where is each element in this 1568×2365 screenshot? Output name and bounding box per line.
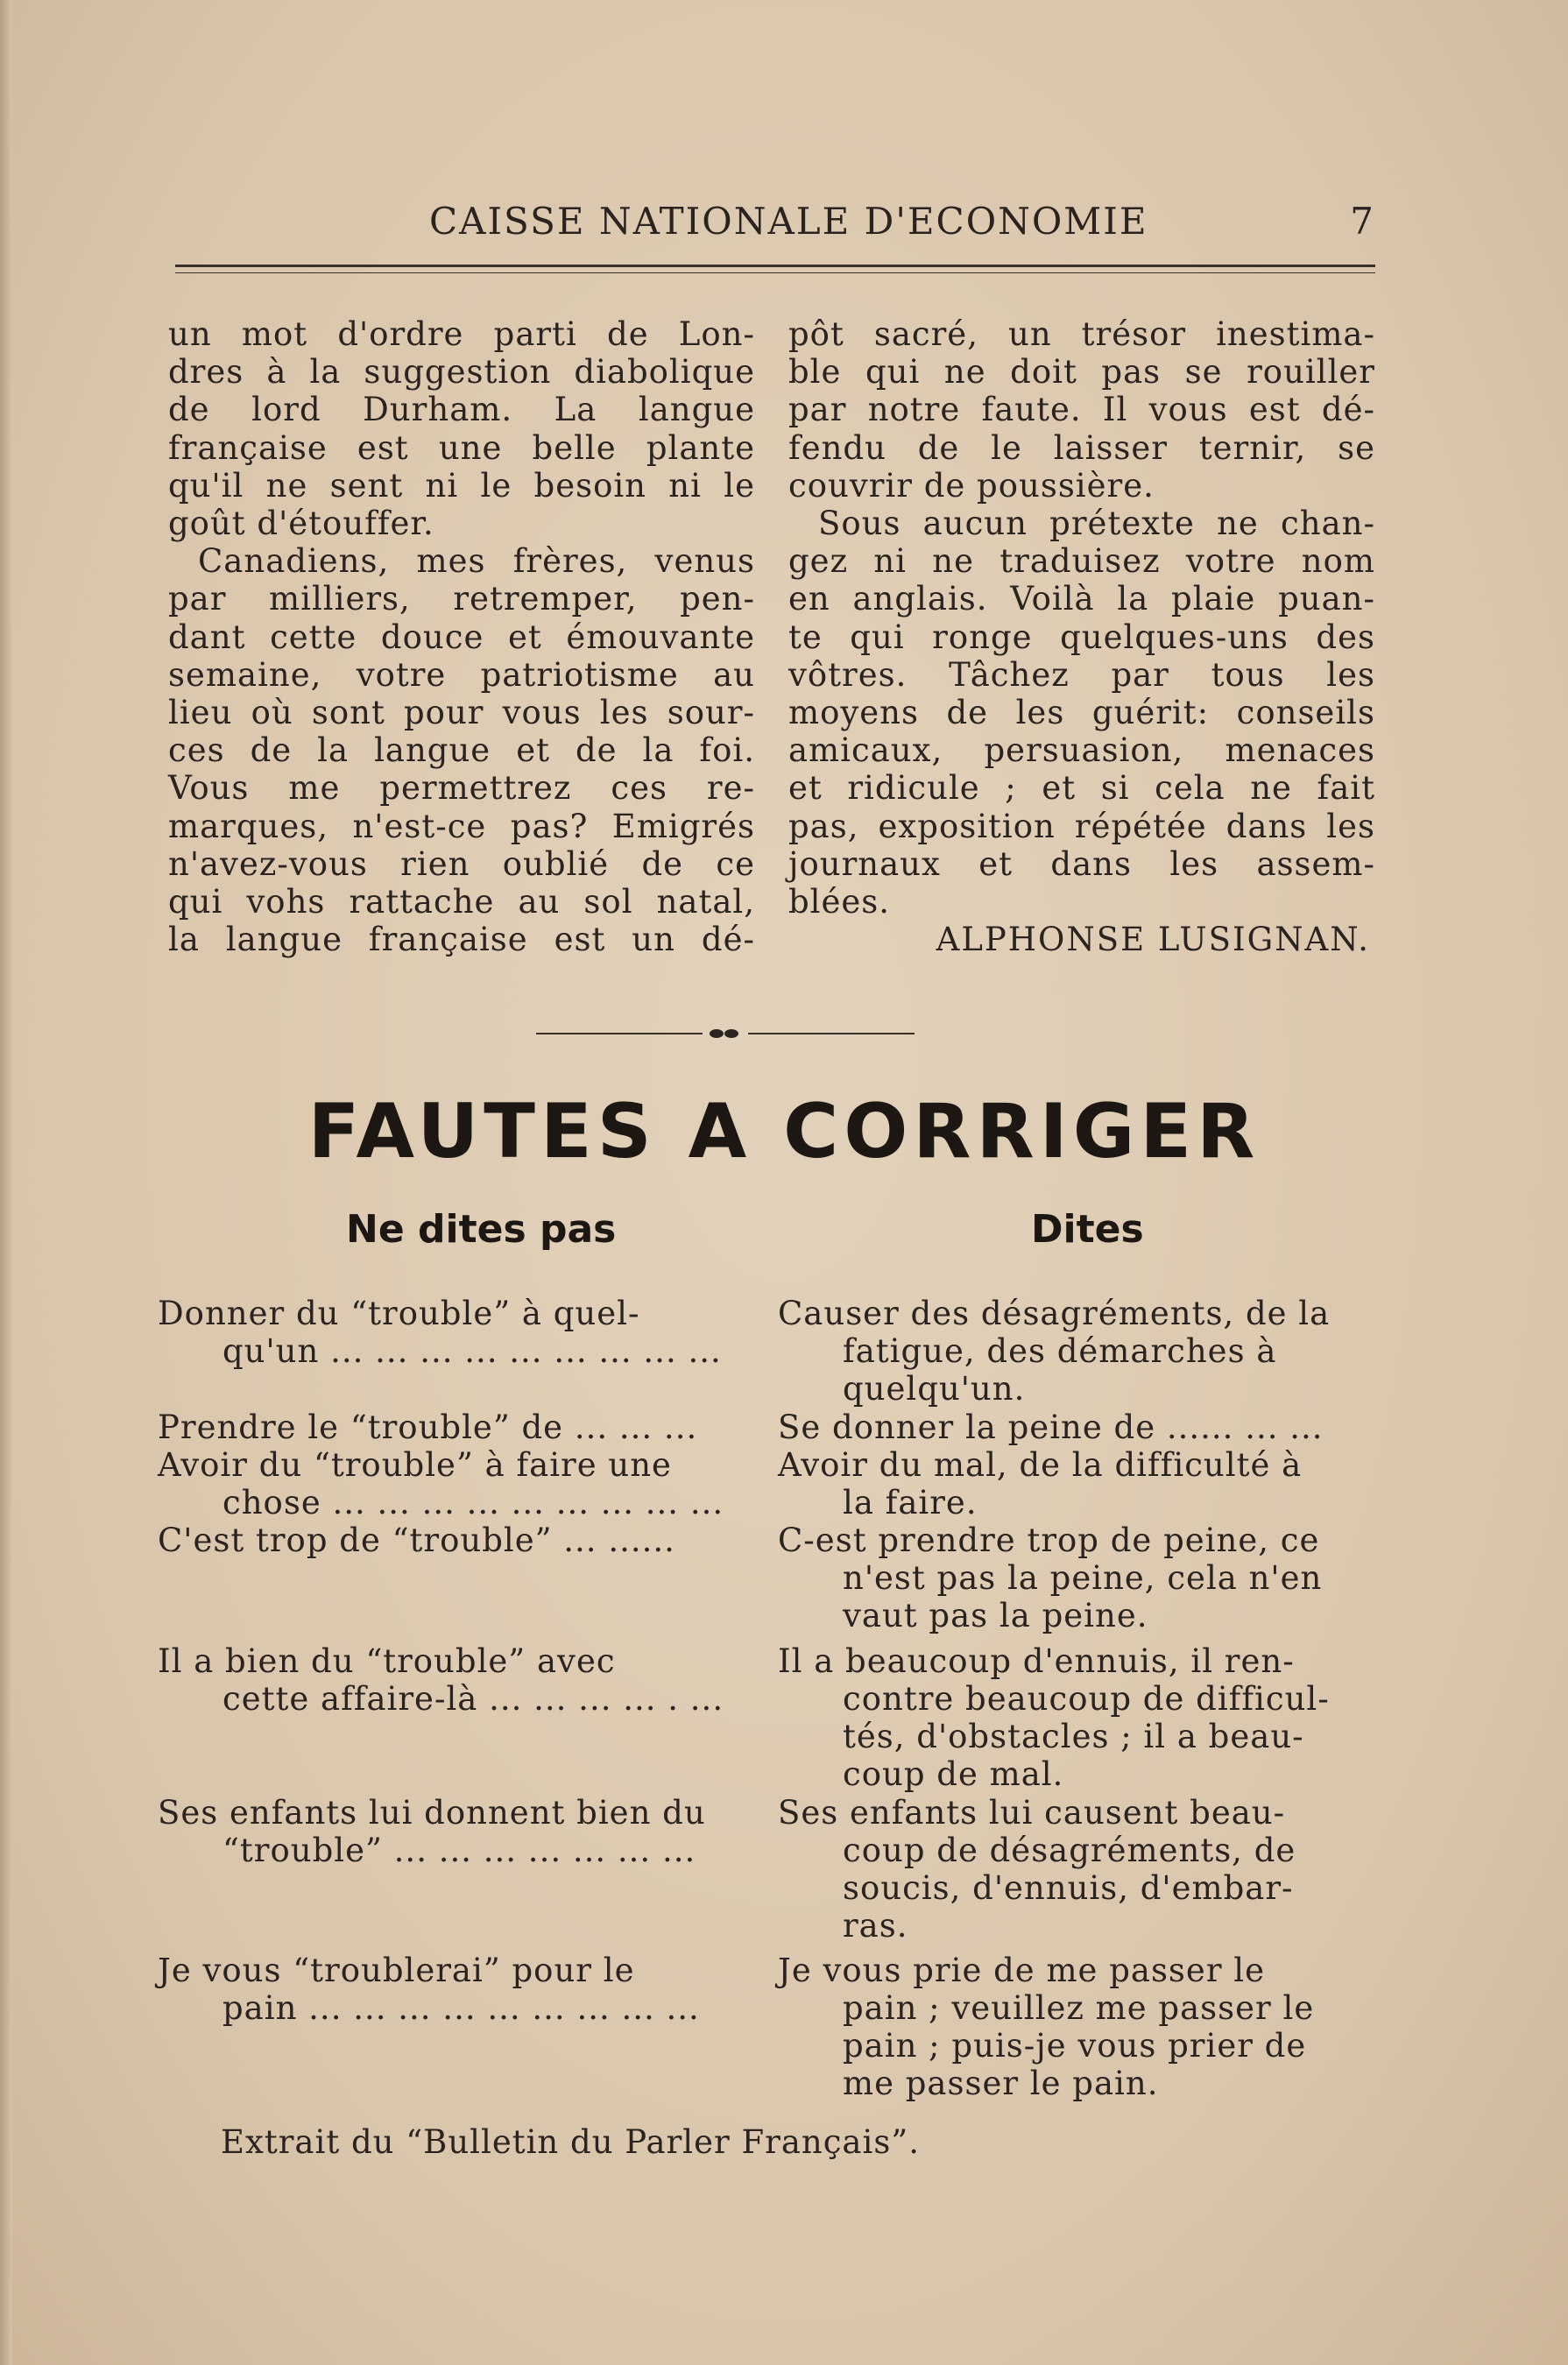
page-edge — [0, 0, 12, 2365]
entry-line: C-est prendre trop de peine, ce — [778, 1521, 1320, 1559]
text-line: qu'il ne sent ni le besoin ni le — [168, 466, 755, 505]
section-title: FAUTES A CORRIGER — [307, 1088, 1261, 1175]
text-line: et ridicule ; et si cela ne fait — [788, 769, 1375, 808]
entry-line: Ses enfants lui causent beau- — [778, 1794, 1286, 1832]
entry-line: coup de mal. — [843, 1755, 1064, 1793]
text-line: dant cette douce et émouvante — [168, 618, 755, 656]
text-line: en anglais. Voilà la plaie puan- — [788, 580, 1375, 618]
text-line: par milliers, retremper, pen- — [168, 580, 755, 618]
entry-line: Se donner la peine de ...... ... ... — [778, 1408, 1324, 1446]
text-line: goût d'étouffer. — [168, 505, 434, 543]
entry-line: “trouble” ... ... ... ... ... ... ... — [222, 1832, 696, 1869]
entry-line: soucis, d'ennuis, d'embar- — [843, 1869, 1294, 1907]
entry-line: pain ; veuillez me passer le — [843, 1989, 1315, 2027]
wrong-entry — [158, 1794, 753, 1869]
entry-line: chose ... ... ... ... ... ... ... ... ... — [222, 1484, 724, 1521]
entry-line: C'est trop de “trouble” ... ...... — [158, 1521, 675, 1559]
entry-line: la faire. — [843, 1484, 978, 1521]
entry-line: pain ... ... ... ... ... ... ... ... ... — [222, 1989, 700, 2027]
column-header-right: Dites — [1031, 1207, 1144, 1252]
text-line: par notre faute. Il vous est dé- — [788, 391, 1375, 429]
source-credit: Extrait du “Bulletin du Parler Français”. — [221, 2123, 920, 2161]
left-text-column — [168, 315, 755, 958]
text-line: couvrir de poussière. — [788, 466, 1155, 505]
text-line: moyens de les guérit: conseils — [788, 694, 1375, 732]
entry-line: qu'un ... ... ... ... ... ... ... ... ... — [222, 1332, 722, 1370]
wrong-entry — [158, 1408, 753, 1446]
text-line: qui vohs rattache au sol natal, — [168, 883, 755, 921]
text-line: n'avez-vous rien oublié de ce — [168, 844, 755, 883]
text-line: semaine, votre patriotisme au — [168, 655, 755, 694]
text-line: fendu de le laisser ternir, se — [788, 428, 1375, 467]
text-line: Canadiens, mes frères, venus — [198, 542, 755, 581]
ornamental-divider — [536, 1025, 915, 1042]
header-rule — [175, 265, 1375, 267]
text-line: amicaux, persuasion, menaces — [788, 731, 1375, 770]
correct-entry — [778, 1952, 1374, 2102]
page-number: 7 — [1350, 200, 1375, 243]
entry-line: vaut pas la peine. — [843, 1597, 1148, 1634]
entry-line: Je vous “troublerai” pour le — [158, 1952, 635, 1989]
text-line: ces de la langue et de la foi. — [168, 731, 755, 770]
entry-line: fatigue, des démarches à — [843, 1332, 1277, 1370]
right-text-column — [788, 315, 1375, 958]
entry-line: ras. — [843, 1907, 908, 1945]
entry-line: Causer des désagréments, de la — [778, 1295, 1331, 1332]
text-line: lieu où sont pour vous les sour- — [168, 694, 755, 732]
entry-line: Avoir du “trouble” à faire une — [158, 1446, 672, 1484]
entry-line: Avoir du mal, de la difficulté à — [778, 1446, 1303, 1484]
text-line: de lord Durham. La langue — [168, 391, 755, 429]
wrong-entry — [158, 1952, 753, 2027]
text-line: journaux et dans les assem- — [788, 844, 1375, 883]
divider-ornament-icon — [708, 1028, 743, 1039]
text-line: ble qui ne doit pas se rouiller — [788, 353, 1375, 392]
header-rule-thin — [175, 272, 1375, 273]
divider-rule-left — [536, 1033, 703, 1034]
entry-line: pain ; puis-je vous prier de — [843, 2027, 1307, 2065]
correct-entry — [778, 1642, 1374, 1793]
entry-line: Prendre le “trouble” de ... ... ... — [158, 1408, 698, 1446]
running-header — [175, 200, 1375, 252]
entry-line: cette affaire-là ... ... ... ... . ... — [222, 1680, 724, 1718]
wrong-entry — [158, 1642, 753, 1718]
correct-entry — [778, 1521, 1374, 1634]
correct-entry — [778, 1794, 1374, 1945]
text-line: française est une belle plante — [168, 428, 755, 467]
divider-rule-right — [748, 1033, 915, 1034]
text-line: Vous me permettrez ces re- — [168, 769, 755, 808]
text-line: vôtres. Tâchez par tous les — [788, 655, 1375, 694]
text-line: blées. — [788, 883, 891, 921]
wrong-entry — [158, 1446, 753, 1521]
wrong-entry — [158, 1295, 753, 1370]
header-title: CAISSE NATIONALE D'ECONOMIE — [429, 200, 1148, 243]
text-line: Sous aucun prétexte ne chan- — [818, 505, 1375, 543]
entry-line: tés, d'obstacles ; il a beau- — [843, 1718, 1304, 1755]
entry-line: Il a bien du “trouble” avec — [158, 1642, 616, 1680]
wrong-entry — [158, 1521, 753, 1559]
entry-line: contre beaucoup de difficul- — [843, 1680, 1330, 1718]
text-line: un mot d'ordre parti de Lon- — [168, 315, 755, 353]
text-line: gez ni ne traduisez votre nom — [788, 542, 1375, 581]
correct-entry — [778, 1446, 1374, 1521]
author-signature: ALPHONSE LUSIGNAN. — [936, 921, 1370, 959]
entry-line: Je vous prie de me passer le — [778, 1952, 1265, 1989]
entry-line: Donner du “trouble” à quel- — [158, 1295, 640, 1332]
entry-line: coup de désagréments, de — [843, 1832, 1296, 1869]
text-line: te qui ronge quelques-uns des — [788, 618, 1375, 656]
entry-line: n'est pas la peine, cela n'en — [843, 1559, 1323, 1597]
entry-line: me passer le pain. — [843, 2065, 1159, 2102]
text-line: la langue française est un dé- — [168, 921, 755, 959]
correct-entry — [778, 1295, 1374, 1408]
entry-line: quelqu'un. — [843, 1370, 1026, 1408]
text-line: pas, exposition répétée dans les — [788, 807, 1375, 845]
text-line: marques, n'est-ce pas? Emigrés — [168, 807, 755, 845]
entry-line: Il a beaucoup d'ennuis, il ren- — [778, 1642, 1295, 1680]
correct-entry — [778, 1408, 1374, 1446]
text-line: dres à la suggestion diabolique — [168, 353, 755, 392]
column-header-wrong: Ne dites pas — [346, 1207, 617, 1252]
text-line: pôt sacré, un trésor inestima- — [788, 315, 1375, 353]
entry-line: Ses enfants lui donnent bien du — [158, 1794, 706, 1832]
